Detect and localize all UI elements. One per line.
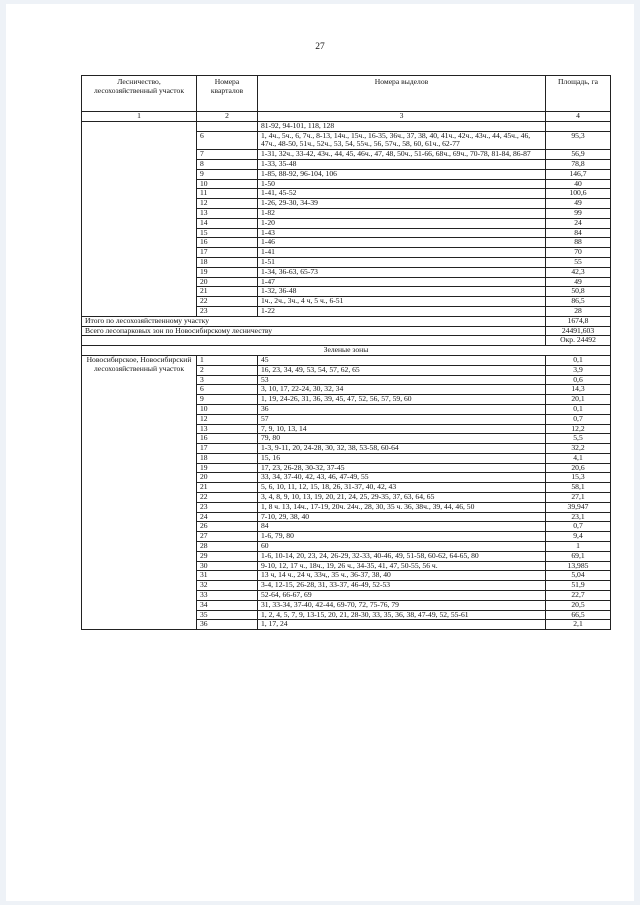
allotments-cell: 1ч., 2ч., 3ч., 4 ч, 5 ч., 6-51	[258, 297, 546, 307]
quarter-cell: 22	[197, 493, 258, 503]
rounded-total-row	[82, 336, 611, 346]
allotments-cell: 1-33, 35-48	[258, 159, 546, 169]
allotments-cell: 45	[258, 355, 546, 365]
area-cell: 9,4	[546, 532, 611, 542]
allotments-cell: 3-4, 12-15, 26-28, 31, 33-37, 46-49, 52-53	[258, 581, 546, 591]
allotments-cell: 1-46	[258, 238, 546, 248]
header-forestry: Лесничество, лесохозяйственный участок	[82, 76, 197, 112]
continuation-row	[82, 121, 611, 131]
allotments-cell: 52-64, 66-67, 69	[258, 591, 546, 601]
area-cell: 100,6	[546, 189, 611, 199]
table-row	[82, 355, 611, 365]
allotments-cell: 1-47	[258, 277, 546, 287]
allotments-cell: 16, 23, 34, 49, 53, 54, 57, 62, 65	[258, 365, 546, 375]
allotments-table	[81, 75, 611, 630]
area-cell: 32,2	[546, 444, 611, 454]
quarter-cell: 14	[197, 218, 258, 228]
quarter-cell: 16	[197, 238, 258, 248]
allotments-cell: 36	[258, 404, 546, 414]
area-cell: 56,9	[546, 150, 611, 160]
quarter-cell: 6	[197, 131, 258, 150]
area-cell: 0,1	[546, 355, 611, 365]
quarter-cell: 29	[197, 551, 258, 561]
column-number: 3	[258, 112, 546, 122]
quarter-cell: 7	[197, 150, 258, 160]
quarter-cell: 11	[197, 189, 258, 199]
area-cell: 0,1	[546, 404, 611, 414]
area-cell: 0,7	[546, 414, 611, 424]
subtotal-value: 1674,8	[546, 316, 611, 326]
rounded-total-label	[82, 336, 546, 346]
quarter-cell: 27	[197, 532, 258, 542]
column-number: 2	[197, 112, 258, 122]
area-cell: 14,3	[546, 385, 611, 395]
area-cell: 88	[546, 238, 611, 248]
allotments-cell: 7, 9, 10, 13, 14	[258, 424, 546, 434]
allotments-cell: 1-26, 29-30, 34-39	[258, 199, 546, 209]
area-cell: 58,1	[546, 483, 611, 493]
area-cell: 40	[546, 179, 611, 189]
area-cell: 22,7	[546, 591, 611, 601]
area-cell: 50,8	[546, 287, 611, 297]
grand-total-value: 24491,603	[546, 326, 611, 336]
page-number: 27	[315, 42, 325, 52]
area-cell: 23,1	[546, 512, 611, 522]
quarter-cell: 33	[197, 591, 258, 601]
quarter-cell	[197, 121, 258, 131]
quarter-cell: 30	[197, 561, 258, 571]
allotments-cell: 1-43	[258, 228, 546, 238]
area-cell: 49	[546, 277, 611, 287]
quarter-cell: 12	[197, 414, 258, 424]
quarter-cell: 2	[197, 365, 258, 375]
area-cell: 5,04	[546, 571, 611, 581]
allotments-cell: 13 ч, 14 ч., 24 ч, 33ч,, 35 ч., 36-37, 38, 40	[258, 571, 546, 581]
allotments-cell: 53	[258, 375, 546, 385]
allotments-cell: 1-22	[258, 306, 546, 316]
area-cell: 5,5	[546, 434, 611, 444]
allotments-cell: 1-3, 9-11, 20, 24-28, 30, 32, 38, 53-58, 60-64	[258, 444, 546, 454]
column-number: 4	[546, 112, 611, 122]
quarter-cell: 16	[197, 434, 258, 444]
allotments-cell: 33, 34, 37-40, 42, 43, 46, 47-49, 55	[258, 473, 546, 483]
grand-total-row	[82, 326, 611, 336]
area-cell: 146,7	[546, 169, 611, 179]
allotments-cell: 1, 17, 24	[258, 620, 546, 630]
area-cell: 49	[546, 199, 611, 209]
quarter-cell: 19	[197, 267, 258, 277]
area-cell: 51,9	[546, 581, 611, 591]
quarter-cell: 18	[197, 453, 258, 463]
quarter-cell: 3	[197, 375, 258, 385]
allotments-cell: 1-85, 88-92, 96-104, 106	[258, 169, 546, 179]
column-number: 1	[82, 112, 197, 122]
area-cell	[546, 121, 611, 131]
area-cell: 24	[546, 218, 611, 228]
allotments-cell: 1-20	[258, 218, 546, 228]
forestry-name-cell: Новосибирское, Новосибирский лесохозяйственный участок	[82, 355, 197, 629]
area-cell: 2,1	[546, 620, 611, 630]
quarter-cell: 17	[197, 248, 258, 258]
area-cell: 28	[546, 306, 611, 316]
allotments-cell: 1, 8 ч. 13, 14ч., 17-19, 20ч. 24ч., 28, 30, 35 ч. 36, 38ч., 39, 44, 46, 50	[258, 502, 546, 512]
quarter-cell: 23	[197, 306, 258, 316]
area-cell: 20,1	[546, 395, 611, 405]
column-numbers-row	[82, 112, 611, 122]
area-cell: 0,7	[546, 522, 611, 532]
allotments-cell: 9-10, 12, 17 ч., 18ч., 19, 26 ч., 34-35, 41, 47, 50-55, 56 ч.	[258, 561, 546, 571]
allotments-cell: 1-51	[258, 257, 546, 267]
allotments-cell: 15, 16	[258, 453, 546, 463]
area-cell: 20,6	[546, 463, 611, 473]
area-cell: 4,1	[546, 453, 611, 463]
section-title-row	[82, 346, 611, 356]
allotments-cell: 60	[258, 542, 546, 552]
quarter-cell: 17	[197, 444, 258, 454]
allotments-cell: 7-10, 29, 38, 40	[258, 512, 546, 522]
quarter-cell: 23	[197, 502, 258, 512]
header-allotments: Номера выделов	[258, 76, 546, 112]
table-body	[82, 76, 611, 630]
area-cell: 15,3	[546, 473, 611, 483]
allotments-cell: 81-92, 94-101, 118, 128	[258, 121, 546, 131]
area-cell: 99	[546, 208, 611, 218]
area-cell: 69,1	[546, 551, 611, 561]
area-cell: 12,2	[546, 424, 611, 434]
quarter-cell: 12	[197, 199, 258, 209]
allotments-cell: 5, 6, 10, 11, 12, 15, 18, 26, 31-37, 40, 42, 43	[258, 483, 546, 493]
allotments-cell: 1-34, 36-63, 65-73	[258, 267, 546, 277]
quarter-cell: 35	[197, 610, 258, 620]
allotments-cell: 1, 2, 4, 5, 7, 9, 13-15, 20, 21, 28-30, 33, 35, 36, 38, 47-49, 52, 55-61	[258, 610, 546, 620]
area-cell: 27,1	[546, 493, 611, 503]
allotments-cell: 3, 10, 17, 22-24, 30, 32, 34	[258, 385, 546, 395]
header-area: Площадь, га	[546, 76, 611, 112]
allotments-cell: 1-6, 79, 80	[258, 532, 546, 542]
quarter-cell: 10	[197, 179, 258, 189]
quarter-cell: 18	[197, 257, 258, 267]
quarter-cell: 21	[197, 483, 258, 493]
quarter-cell: 19	[197, 463, 258, 473]
grand-total-label: Всего лесопарковых зон по Новосибирскому лесничеству	[82, 326, 546, 336]
quarter-cell: 8	[197, 159, 258, 169]
area-cell: 84	[546, 228, 611, 238]
header-quarters: Номера кварталов	[197, 76, 258, 112]
allotments-cell: 1-50	[258, 179, 546, 189]
quarter-cell: 1	[197, 355, 258, 365]
subtotal-row	[82, 316, 611, 326]
area-cell: 70	[546, 248, 611, 258]
quarter-cell: 9	[197, 169, 258, 179]
area-cell: 0,6	[546, 375, 611, 385]
allotments-cell: 1, 4ч., 5ч., 6, 7ч., 8-13, 14ч., 15ч., 16-35, 36ч., 37, 38, 40, 41ч., 42ч., 43ч., 44, 45ч., 46, 47ч., 48-50, 51ч., 52ч., 53, 54, 55ч., 56, 57ч., 58, 60, 61ч., 62-77	[258, 131, 546, 150]
quarter-cell: 32	[197, 581, 258, 591]
quarter-cell: 20	[197, 473, 258, 483]
quarter-cell: 22	[197, 297, 258, 307]
quarter-cell: 24	[197, 512, 258, 522]
allotments-cell: 79, 80	[258, 434, 546, 444]
allotments-cell: 1-82	[258, 208, 546, 218]
allotments-cell: 1-32, 36-48	[258, 287, 546, 297]
area-cell: 3,9	[546, 365, 611, 375]
allotments-cell: 1-41, 45-52	[258, 189, 546, 199]
quarter-cell: 36	[197, 620, 258, 630]
subtotal-label: Итого по лесохозяйственному участку	[82, 316, 546, 326]
area-cell: 13,985	[546, 561, 611, 571]
allotments-cell: 1-31, 32ч., 33-42, 43ч., 44, 45, 46ч., 47, 48, 50ч., 51-66, 68ч., 69ч., 70-78, 81-84, 86-87	[258, 150, 546, 160]
area-cell: 20,5	[546, 600, 611, 610]
quarter-cell: 26	[197, 522, 258, 532]
quarter-cell: 13	[197, 424, 258, 434]
allotments-cell: 17, 23, 26-28, 30-32, 37-45	[258, 463, 546, 473]
quarter-cell: 9	[197, 395, 258, 405]
quarter-cell: 34	[197, 600, 258, 610]
allotments-cell: 1, 19, 24-26, 31, 36, 39, 45, 47, 52, 56, 57, 59, 60	[258, 395, 546, 405]
table-header-row	[82, 76, 611, 112]
allotments-cell: 3, 4, 8, 9, 10, 13, 19, 20, 21, 24, 25, 29-35, 37, 63, 64, 65	[258, 493, 546, 503]
quarter-cell: 20	[197, 277, 258, 287]
document-page	[6, 4, 634, 901]
allotments-cell: 84	[258, 522, 546, 532]
forestry-cell	[82, 121, 197, 316]
area-cell: 39,947	[546, 502, 611, 512]
section-title: Зеленые зоны	[82, 346, 611, 356]
allotments-cell: 1-41	[258, 248, 546, 258]
quarter-cell: 28	[197, 542, 258, 552]
allotments-cell: 1-6, 10-14, 20, 23, 24, 26-29, 32-33, 40-46, 49, 51-58, 60-62, 64-65, 80	[258, 551, 546, 561]
area-cell: 1	[546, 542, 611, 552]
area-cell: 42,3	[546, 267, 611, 277]
quarter-cell: 10	[197, 404, 258, 414]
allotments-cell: 57	[258, 414, 546, 424]
area-cell: 86,5	[546, 297, 611, 307]
quarter-cell: 31	[197, 571, 258, 581]
rounded-total-value: Окр. 24492	[546, 336, 611, 346]
area-cell: 55	[546, 257, 611, 267]
area-cell: 78,8	[546, 159, 611, 169]
area-cell: 95,3	[546, 131, 611, 150]
quarter-cell: 15	[197, 228, 258, 238]
quarter-cell: 13	[197, 208, 258, 218]
area-cell: 66,5	[546, 610, 611, 620]
quarter-cell: 6	[197, 385, 258, 395]
allotments-cell: 31, 33-34, 37-40, 42-44, 69-70, 72, 75-76, 79	[258, 600, 546, 610]
quarter-cell: 21	[197, 287, 258, 297]
